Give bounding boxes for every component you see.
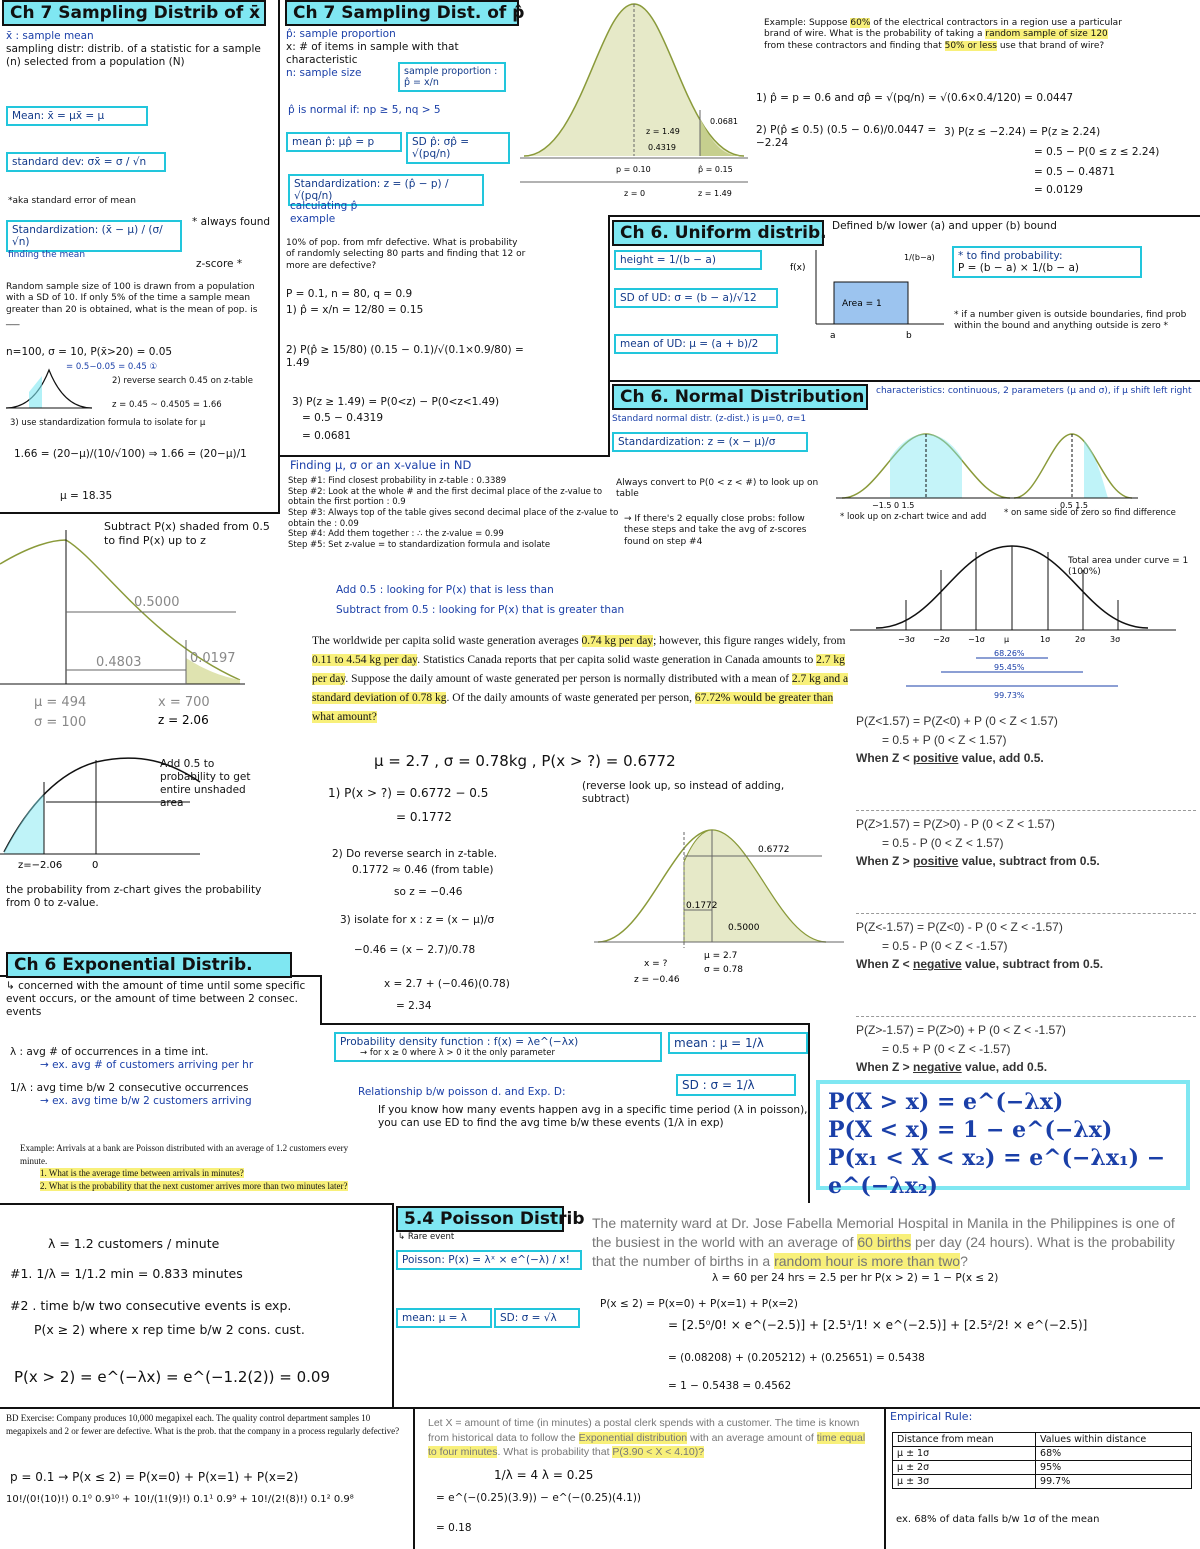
exponential-formulas (816, 1080, 1190, 1200)
step: Step #1: Find closest probability in z-table : 0.3389 (288, 476, 507, 486)
normal-characteristics: characteristics: continuous, 2 parameters (μ and σ), if μ shift left right (876, 386, 1192, 396)
curve-label: 0.5000 (728, 923, 760, 933)
rule-text: When Z < (856, 957, 913, 972)
tick-label: −3σ (898, 635, 915, 644)
rule-block (856, 712, 1196, 810)
given-values: n=100, σ = 10, P(x̄>20) = 0.05 (6, 346, 173, 358)
table-cell: μ ± 2σ (893, 1461, 1036, 1475)
two-equal-note: → If there's 2 equally close probs: follow these steps and take the avg of z-scores found on step #4 (624, 514, 807, 547)
postal-problem (428, 1416, 876, 1460)
curve-label: z = 0 (624, 189, 646, 198)
tick-label: μ (1004, 635, 1010, 644)
rare-event: ↳ Rare event (398, 1232, 455, 1242)
highlight: 67.72% would be greater than what amount? (312, 691, 834, 723)
text: ; however, this figure ranges widely, from (653, 635, 846, 647)
normal-condition: p̂ is normal if: np ≥ 5, nq > 5 (288, 104, 441, 116)
waste-step-3c: x = 2.7 + (−0.46)(0.78) (384, 978, 510, 990)
expo-example (20, 1142, 370, 1192)
prop-step-3b: = 0.5 − 0.4319 (302, 412, 384, 424)
mean-formula-box: Mean: x̄ = μx̄ = μ (6, 106, 148, 126)
z-rules (856, 712, 1196, 1093)
tick-label: 2σ (1075, 635, 1086, 644)
tick-label: 3σ (1110, 635, 1121, 644)
step-3: 3) use standardization formula to isolate for μ (10, 418, 206, 428)
wire-step-3c: = 0.5 − 0.4871 (1034, 166, 1116, 178)
waste-step-1b: = 0.1772 (396, 810, 452, 824)
table-row (893, 1475, 1192, 1489)
highlight: Exponential distribution (578, 1431, 688, 1444)
highlight: 60% (850, 18, 871, 28)
waste-step-2b: 0.1772 ≈ 0.46 (from table) (352, 864, 494, 876)
prop-step-1: 1) p̂ = x/n = 12/80 = 0.15 (286, 304, 424, 316)
text: use that brand of wire? (996, 40, 1105, 51)
section-title: 5.4 Poisson Distrib (396, 1206, 564, 1232)
sample-proportion-box: sample proportion : p̂ = x/n (398, 62, 506, 92)
zscore-note: z-score * (196, 258, 243, 270)
zero-label: 0 (92, 860, 99, 871)
area-label: Area = 1 (842, 299, 882, 309)
poisson-step-3: = (0.08208) + (0.205212) + (0.25651) = 0.5438 (668, 1352, 925, 1364)
formula: P(x₁ < X < x₂) = e^(−λx₁) − e^(−λx₂) (828, 1145, 1166, 1200)
formula: P(X < x) = 1 − e^(−λx) (828, 1117, 1113, 1144)
add-half-note: Add 0.5 to probability to get entire unshaded area (160, 758, 251, 810)
waste-curve (594, 822, 844, 988)
look-twice-note: * look up on z-chart twice and add (840, 512, 987, 522)
highlight: random hour is more than two (774, 1252, 961, 1269)
formula: P(X > x) = e^(−λx) (828, 1089, 1064, 1115)
waste-given: μ = 2.7 , σ = 0.78kg , P(x > ?) = 0.6772 (374, 752, 676, 770)
convert-note: Always convert to P(0 < z < #) to look up on table (616, 478, 819, 500)
waste-step-2c: so z = −0.46 (394, 886, 463, 898)
poisson-mean-box: mean: μ = λ (396, 1308, 492, 1328)
same-side-note: * on same side of zero so find difference (1004, 508, 1176, 518)
highlight: 60 births (857, 1233, 912, 1250)
poisson-given: λ = 60 per 24 hrs = 2.5 per hr P(x > 2) = 1 − P(x ≤ 2) (712, 1272, 999, 1284)
reverse-note: (reverse look up, so instead of adding, subtract) (582, 780, 785, 806)
uniform-note: * if a number given is outside boundaries, find prob within the bound and anything outside is zero * (954, 310, 1187, 332)
standardization-box: Standardization: (x̄ − μ) / (σ/√n) (6, 220, 182, 252)
uniform-graph (786, 242, 946, 344)
lambda-def: λ : avg # of occurrences in a time int. (10, 1046, 209, 1058)
divider (278, 0, 280, 512)
prop-problem: 10% of pop. from mfr defective. What is probability of randomly selecting 80 parts and finding that 12 or more are defective? (286, 238, 526, 271)
text: Example: Suppose (764, 18, 851, 28)
curve-label: 0.1772 (686, 901, 718, 911)
tick-text: −1.5 0 1.5 (872, 501, 915, 510)
curve-right-tail (0, 520, 245, 738)
highlight: 50% or less (944, 40, 997, 51)
wire-step-3b: = 0.5 − P(0 ≤ z ≤ 2.24) (1034, 146, 1160, 158)
empirical-title: Empirical Rule: (890, 1410, 973, 1423)
standardization-phat-box: Standardization: z = (p̂ − p) / √(pq/n) (288, 174, 484, 206)
highlight: 2.7 kg and a standard deviation of 0.78 kg (312, 672, 849, 704)
pdf-formula: Probability density function : f(x) = λe^(−λx) (340, 1036, 579, 1048)
x-label: x = 700 (158, 695, 210, 710)
finding-mean-label: finding the mean (8, 250, 86, 260)
rule-text: When Z < (856, 751, 913, 766)
rule-text: When Z > (856, 854, 913, 869)
uniform-mean-box: mean of UD: μ = (a + b)/2 (614, 334, 778, 354)
waste-step-3d: = 2.34 (396, 1000, 432, 1012)
curve-label: σ = 0.78 (704, 965, 744, 975)
expo-intro: ↳ concerned with the amount of time until some specific event occurs, or the amount of time between 2 consec. events (6, 980, 306, 1019)
text: with an average amount of (687, 1431, 817, 1444)
text: per day (24 hours). What is the probability that the number of births in a (592, 1233, 1175, 1269)
table-row (893, 1461, 1192, 1475)
step-1: = 0.5−0.05 = 0.45 ① (66, 362, 158, 372)
bell-curve-phat (520, 0, 748, 210)
step-2b: z = 0.45 ~ 0.4505 = 1.66 (112, 400, 222, 410)
waste-step-3b: −0.46 = (x − 2.7)/0.78 (354, 944, 476, 956)
find-prob-label: * to find probability: (958, 250, 1063, 262)
curve-label: 0.6772 (758, 845, 790, 855)
z-label: z=−2.06 (18, 860, 63, 871)
empirical-note: ex. 68% of data falls b/w 1σ of the mean (896, 1514, 1100, 1525)
wire-step-1: 1) p̂ = p = 0.6 and σp̂ = √(pq/n) = √(0.6×0.4/120) = 0.0447 (756, 92, 1074, 104)
fx-label: f(x) (790, 263, 806, 273)
table-cell: 99.7% (1036, 1475, 1192, 1489)
rule-block (856, 810, 1196, 913)
prop-step-2: 2) P(p̂ ≥ 15/80) (0.15 − 0.1)/√(0.1×0.9/80) = 1.49 (286, 344, 524, 370)
empirical-table (892, 1432, 1192, 1489)
normal-standardization-box: Standardization: z = (x − μ)/σ (612, 432, 808, 452)
tick-label: −1σ (968, 635, 985, 644)
postal-step-2: = 0.18 (436, 1522, 472, 1534)
text: . What is probability that (497, 1446, 613, 1459)
section-title: Ch 7 Sampling Distrib of x̄ (2, 0, 266, 26)
def-line: p̂: sample proportion (286, 28, 396, 40)
finding-heading: Finding μ, σ or an x-value in ND (290, 458, 472, 472)
wire-step-3d: = 0.0129 (1034, 184, 1083, 196)
rule-line: = 0.5 + P (0 < Z < -1.57) (882, 1041, 1011, 1056)
poisson-sd-box: SD: σ = √λ (494, 1308, 580, 1328)
def-sample-mean: x̄ : sample mean (6, 30, 94, 42)
text: The maternity ward at Dr. Jose Fabella Memorial Hospital in Manila in the Philippines is one of the busiest in the world with an average of (592, 1215, 1175, 1250)
def-line: x: # of items in sample with that characteristic (286, 41, 459, 67)
rule-text: value, add 0.5. (961, 1060, 1048, 1075)
curve-label: z = 1.49 (698, 189, 732, 198)
expo-sd-box: SD : σ = 1/λ (676, 1074, 796, 1096)
text: from these contractors and finding that (764, 40, 945, 51)
tick-text: 0.5 1.5 (1060, 501, 1088, 510)
value-label: 0.0197 (190, 651, 236, 666)
section-title: Ch 6. Uniform distrib. (612, 220, 824, 246)
highlight: random sample of size 120 (985, 29, 1108, 40)
curve-label: p̂ = 0.15 (698, 165, 733, 174)
shaded-curve-both-sides (836, 428, 1016, 510)
inverse-lambda-def: 1/λ : avg time b/w 2 consecutive occurrences (10, 1082, 249, 1095)
example-text: Example: Arrivals at a bank are Poisson distributed with an average of 1.2 customers every minute. (20, 1143, 349, 1166)
postal-step-1: = e^(−(0.25)(3.9)) − e^(−(0.25)(4.1)) (436, 1492, 642, 1504)
expo-answer-2: #2 . time b/w two consecutive events is exp. (10, 1298, 292, 1313)
pct-label: 95.45% (994, 663, 1025, 672)
find-prob-formula: P = (b − a) × 1/(b − a) (958, 262, 1080, 274)
calc-example-label: calculating p̂ example (290, 200, 358, 226)
poisson-problem (592, 1214, 1192, 1271)
sd-phat-box: SD p̂: σp̂ = √(pq/n) (406, 132, 510, 164)
value-label: 0.4803 (96, 655, 142, 670)
binomial-problem: BD Exercise: Company produces 10,000 megapixel each. The quality control department samples 10 megapixels and 2 or fewer are defective. What is the prob. that the company in a process regularly defective? (6, 1413, 400, 1436)
standard-normal: Standard normal distr. (z-dist.) is μ=0, σ=1 (612, 414, 807, 424)
prop-step-3: 3) P(z ≥ 1.49) = P(0<z) − P(0<z<1.49) (292, 396, 500, 408)
mean-phat-box: mean p̂: μp̂ = p (286, 132, 402, 152)
waste-step-1: 1) P(x > ?) = 0.6772 − 0.5 (328, 786, 489, 800)
rule-line: P(Z>1.57) = P(Z>0) - P (0 < Z < 1.57) (856, 817, 1055, 831)
step: Step #2: Look at the whole # and the first decimal place of the z-value to obtain the first portion : 0.9 (288, 486, 603, 508)
wire-step-2: 2) P(p̂ ≤ 0.5) (0.5 − 0.6)/0.0447 = −2.24 (756, 124, 937, 150)
height-label: 1/(b−a) (904, 253, 935, 262)
divider (280, 455, 610, 457)
def-line: n: sample size (286, 67, 362, 80)
inverse-lambda-example: → ex. avg time b/w 2 customers arriving (40, 1095, 252, 1108)
note: *aka standard error of mean (8, 196, 136, 206)
poisson-fn-box: Poisson: P(x) = λˣ × e^(−λ) / x! (396, 1250, 582, 1270)
rule-line: = 0.5 - P (0 < Z < -1.57) (882, 938, 1008, 953)
divider (320, 975, 322, 1025)
divider (884, 1407, 886, 1549)
binomial-expr: 10!/(0!(10)!) 0.1⁰ 0.9¹⁰ + 10!/(1!(9)!) 0.1¹ 0.9⁹ + 10!/(2!(8)!) 0.1² 0.9⁸ (6, 1494, 354, 1505)
find-probability-box (952, 246, 1142, 278)
add-note: Add 0.5 : looking for P(x) that is less than (336, 584, 554, 596)
divider (608, 215, 1200, 217)
divider (0, 512, 280, 514)
table-cell: μ ± 1σ (893, 1447, 1036, 1461)
finding-steps (288, 476, 620, 550)
text: . Statistics Canada reports that per capita solid waste generation in Canada amounts to (417, 653, 817, 666)
step: Step #5: Set z-value = to standardization formula and isolate (288, 539, 551, 550)
waste-step-3: 3) isolate for x : z = (x − μ)/σ (340, 914, 495, 926)
divider (320, 1023, 810, 1025)
curve-label: 0.0681 (710, 117, 738, 126)
expo-mean-box: mean : μ = 1/λ (668, 1032, 808, 1054)
problem-text: Random sample size of 100 is drawn from a population with a SD of 10. If only 5% of the time a sample mean greater than 20 is obtained, what is the mean of pop. is ___ (6, 282, 258, 326)
pdf-note: → for x ≥ 0 where λ > 0 it the only parameter (360, 1048, 555, 1058)
table-header: Distance from mean (893, 1433, 1036, 1447)
rule-line: P(Z<-1.57) = P(Z<0) - P (0 < Z < -1.57) (856, 920, 1063, 934)
shaded-curve-one-side (1008, 428, 1138, 510)
poisson-step-1: P(x ≤ 2) = P(x=0) + P(x=1) + P(x=2) (600, 1298, 798, 1310)
uniform-defined: Defined b/w lower (a) and upper (b) bound (832, 220, 1057, 232)
table-row (893, 1447, 1192, 1461)
table-cell: 95% (1036, 1461, 1192, 1475)
text: of the electrical contractors in a region use a particular brand of wire. What is the probability of taking a (764, 18, 1122, 40)
equation: 1.66 = (20−μ)/(10/√100) ⇒ 1.66 = (20−μ)/1 (14, 448, 247, 460)
text: Let X = amount of time (in minutes) a postal clerk spends with a customer. The time is known from historical data to follow the (428, 1417, 860, 1444)
text: . Suppose the daily amount of waste generated per person is normally distributed with a mean of (345, 672, 792, 685)
divider (0, 1407, 1200, 1409)
text: . Of the daily amounts of waste generated per person, (446, 691, 695, 704)
curve-label: p = 0.10 (616, 165, 651, 174)
rule-line: P(Z<1.57) = P(Z<0) + P (0 < Z < 1.57) (856, 714, 1058, 728)
rule-block (856, 913, 1196, 1016)
postal-lambda: 1/λ = 4 λ = 0.25 (494, 1468, 594, 1482)
sd-formula-box: standard dev: σx̄ = σ / √n (6, 152, 166, 172)
b-label: b (906, 331, 912, 341)
total-area-note: Total area under curve = 1 (100%) (1068, 556, 1189, 578)
highlight: 0.11 to 4.54 kg per day (312, 653, 418, 666)
curve-label: z = −0.46 (634, 975, 680, 985)
waste-problem (312, 632, 852, 727)
poisson-step-2: = [2.5⁰/0! × e^(−2.5)] + [2.5¹/1! × e^(−2.5)] + [2.5²/2! × e^(−2.5)] (668, 1318, 1088, 1332)
expo-lambda (10, 1046, 330, 1109)
highlight: time equal to four minutes (428, 1431, 866, 1459)
divider (608, 380, 1200, 382)
value-label: 0.5000 (134, 595, 180, 610)
z-label: z = 2.06 (158, 713, 209, 727)
rule-text: value, subtract from 0.5. (961, 957, 1104, 972)
rule-emphasis: negative (913, 957, 962, 972)
tick-label: −2σ (933, 635, 950, 644)
curve-label: z = 1.49 (646, 127, 680, 136)
binomial-given: p = 0.1 → P(x ≤ 2) = P(x=0) + P(x=1) + P(x=2) (10, 1470, 299, 1484)
section-title: Ch 7 Sampling Dist. of p̂ (285, 0, 519, 26)
highlight: 2.7 kg per day (312, 653, 845, 685)
table-cell: μ ± 3σ (893, 1475, 1036, 1489)
divider (808, 1023, 810, 1203)
pct-label: 99.73% (994, 691, 1025, 700)
rule-line: = 0.5 - P (0 < Z < 1.57) (882, 835, 1004, 850)
divider (413, 1407, 415, 1549)
pdf-box (334, 1032, 662, 1062)
rule-text: When Z > (856, 1060, 913, 1075)
uniform-height-box: height = 1/(b − a) (614, 250, 762, 270)
pct-label: 68.26% (994, 649, 1025, 658)
always-found-note: * always found (192, 216, 271, 228)
text: ? (960, 1252, 968, 1269)
question: 2. What is the probability that the next customer arrives more than two minutes later? (40, 1180, 348, 1191)
text: The worldwide per capita solid waste generation averages (312, 635, 582, 647)
section-title: Ch 6 Exponential Distrib. (6, 952, 292, 978)
highlight: 0.74 kg per day (581, 635, 654, 647)
waste-step-2: 2) Do reverse search in z-table. (332, 848, 498, 860)
relationship-text: If you know how many events happen avg in a specific time period (λ in poisson), you can use ED to find the avg time b/w these events (1/λ in exp) (378, 1104, 808, 1130)
table-header: Values within distance (1036, 1433, 1192, 1447)
curve-label: 0.4319 (648, 143, 676, 152)
rule-emphasis: positive (913, 751, 959, 766)
def-sampling-distribution: sampling distr: distrib. of a statistic for a sample (n) selected from a population (N) (6, 43, 261, 69)
poisson-step-4: = 1 − 0.5438 = 0.4562 (668, 1380, 792, 1392)
expo-answer-2b: P(x ≥ 2) where x rep time b/w 2 cons. cust. (34, 1322, 305, 1337)
rule-text: value, add 0.5. (958, 751, 1044, 766)
prop-step-3c: = 0.0681 (302, 430, 351, 442)
a-label: a (830, 331, 836, 341)
step: Step #4: Add them together : ∴ the z-value = 0.99 (288, 529, 504, 540)
subtract-shaded-note: Subtract P(x) shaded from 0.5 to find P(x) up to z (104, 520, 270, 547)
ch7-mean-definitions (6, 30, 272, 69)
rule-line: = 0.5 + P (0 < Z < 1.57) (882, 732, 1007, 747)
wire-step-3: 3) P(z ≤ −2.24) = P(z ≥ 2.24) (944, 126, 1101, 138)
question: 1. What is the average time between arrivals in minutes? (40, 1168, 244, 1179)
step-2: 2) reverse search 0.45 on z-table (112, 376, 253, 386)
rule-text: value, subtract from 0.5. (958, 854, 1100, 869)
relationship-heading: Relationship b/w poisson d. and Exp. D: (358, 1086, 566, 1098)
rule-emphasis: negative (913, 1060, 962, 1075)
highlight: P(3.90 < X < 4.10)? (612, 1446, 705, 1459)
rule-line: P(Z>-1.57) = P(Z>0) + P (0 < Z < -1.57) (856, 1023, 1066, 1037)
prop-given: P = 0.1, n = 80, q = 0.9 (286, 288, 413, 300)
section-title: Ch 6. Normal Distribution (612, 384, 868, 410)
curve-label: μ = 2.7 (704, 951, 738, 961)
sigma-label: σ = 100 (34, 715, 87, 730)
divider (0, 1203, 392, 1205)
curve-label: x = ? (644, 959, 668, 969)
divider (608, 215, 610, 457)
rule-emphasis: positive (913, 854, 959, 869)
tick-label: 1σ (1040, 635, 1051, 644)
table-cell: 68% (1036, 1447, 1192, 1461)
expo-lambda-given: λ = 1.2 customers / minute (48, 1236, 220, 1251)
uniform-sd-box: SD of UD: σ = (b − a)/√12 (614, 288, 778, 308)
mu-label: μ = 494 (34, 695, 87, 710)
subtract-note: Subtract from 0.5 : looking for P(x) that is greater than (336, 604, 625, 616)
z-chart-note: the probability from z-chart gives the probability from 0 to z-value. (6, 884, 262, 910)
expo-answer-1: #1. 1/λ = 1/1.2 min = 0.833 minutes (10, 1266, 243, 1281)
answer: μ = 18.35 (60, 490, 113, 502)
step: Step #3: Always top of the table gives second decimal place of the z-value to obtain the : 0.09 (288, 507, 619, 529)
example-wire-text (764, 18, 1124, 52)
expo-answer-2c: P(x > 2) = e^(−λx) = e^(−1.2(2)) = 0.09 (14, 1368, 330, 1386)
lambda-example: → ex. avg # of customers arriving per hr (40, 1059, 254, 1072)
